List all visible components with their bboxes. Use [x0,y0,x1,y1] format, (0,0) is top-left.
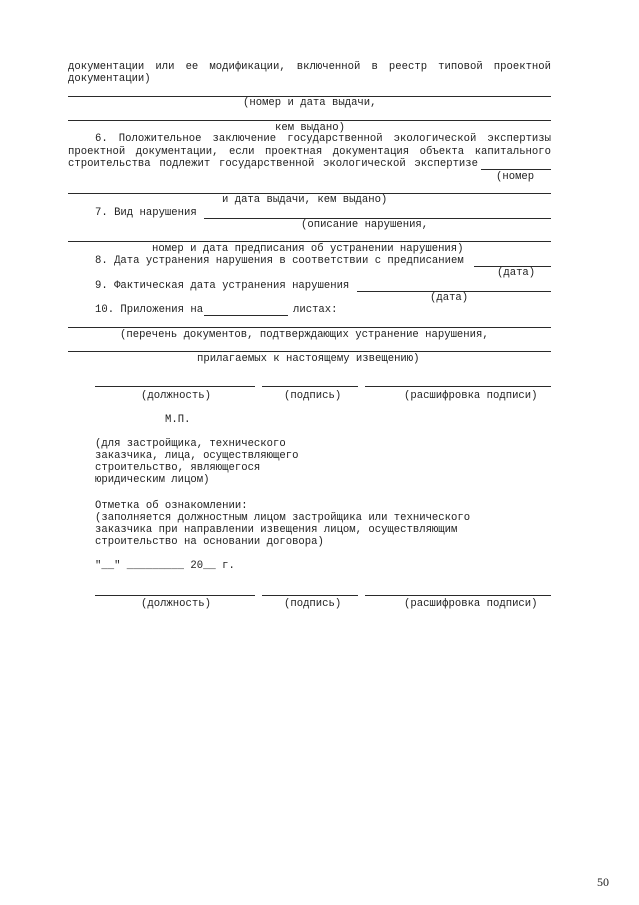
signature-1-signature-caption: (подпись) [284,390,342,402]
item8-label: 8. Дата устранения нарушения в соответствии с предписанием [95,255,464,267]
item7-label: 7. Вид нарушения [95,207,197,219]
item6-line-1: 6. Положительное заключение государственной экологической экспертизы [95,133,551,145]
fill-line-item10-attached [68,351,551,352]
fill-line-item7-order [68,241,551,242]
item7-caption-1: (описание нарушения, [301,219,429,231]
acknowledgement-note-line-3: строительство на основании договора) [95,536,324,548]
item6-line-3: строительства подлежит государственной экологической экспертизе [68,158,478,170]
item10-caption-1: (перечень документов, подтверждающих устранение нарушения, [120,329,489,341]
item6-line-2: проектной документации, если проектная документация объекта капитального [68,146,551,158]
signature-1-decryption-caption: (расшифровка подписи) [404,390,538,402]
acknowledgement-note-line-1: (заполняется должностным лицом застройщика или технического [95,512,471,524]
signature-1-position-caption: (должность) [141,390,211,402]
header-text-line-2: документации) [68,73,151,85]
approval-caption-2: кем выдано) [275,122,345,134]
item8-caption: (дата) [497,267,536,279]
signature-1-decryption-line [365,386,551,387]
item6-caption-1: (номер [496,171,535,183]
item9-label: 9. Фактическая дата устранения нарушения [95,280,350,292]
signature-2-signature-line [262,595,358,596]
approval-caption-1: (номер и дата выдачи, [243,97,377,109]
item9-caption: (дата) [430,292,469,304]
item10-label: 10. Приложения на [95,304,204,316]
fill-line-item6-number [481,169,551,170]
signature-2-signature-caption: (подпись) [284,598,342,610]
fill-line-approval-issuer [68,120,551,121]
item7-caption-2: номер и дата предписания об устранении нарушения) [152,243,464,255]
signature-2-decryption-caption: (расшифровка подписи) [404,598,538,610]
acknowledgement-note-line-2: заказчика при направлении извещения лицом, осуществляющим [95,524,458,536]
stamp-note-line-4: юридическим лицом) [95,474,210,486]
header-text-line-1: документации или ее модификации, включенной в реестр типовой проектной [68,61,551,73]
fill-line-item10-documents [68,327,551,328]
stamp-note-line-2: заказчика, лица, осуществляющего [95,450,299,462]
signature-1-position-line [95,386,255,387]
stamp-note-line-1: (для застройщика, технического [95,438,286,450]
item10-caption-2: прилагаемых к настоящему извещению) [197,353,420,365]
item10-suffix: листах: [293,304,338,316]
signature-2-decryption-line [365,595,551,596]
page-number: 50 [597,875,609,889]
signature-2-position-line [95,595,255,596]
stamp-placeholder: М.П. [165,414,191,426]
fill-line-item10-sheets [204,315,288,316]
signature-2-position-caption: (должность) [141,598,211,610]
stamp-note-line-3: строительство, являющегося [95,462,261,474]
item6-caption-2: и дата выдачи, кем выдано) [222,194,388,206]
acknowledgement-date-line: "__" _________ 20__ г. [95,560,235,572]
signature-1-signature-line [262,386,358,387]
acknowledgement-title: Отметка об ознакомлении: [95,500,248,512]
